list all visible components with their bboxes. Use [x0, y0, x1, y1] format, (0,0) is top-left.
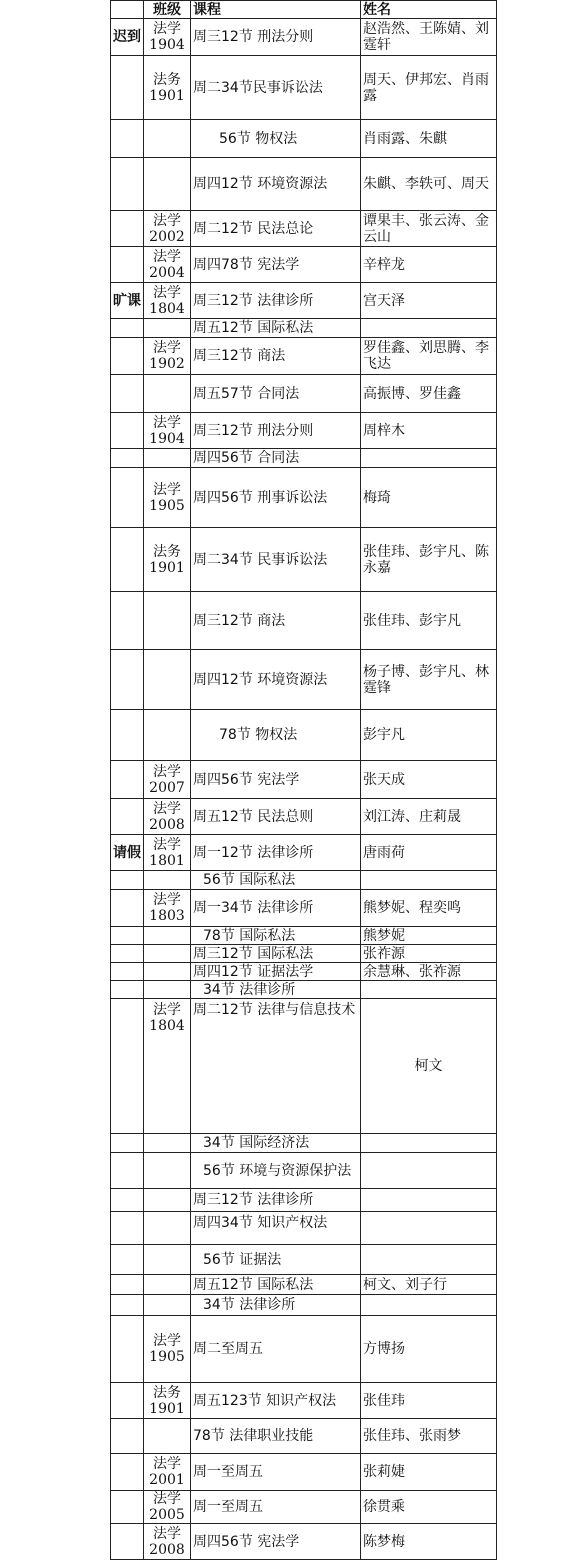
name-cell: 肖雨露、朱麒: [361, 120, 497, 158]
course-cell: 周三12节 刑法分则: [191, 19, 361, 56]
category-cell: [111, 319, 144, 338]
table-row: [111, 1295, 497, 1316]
table-row: [111, 19, 497, 56]
table-row: [111, 120, 497, 158]
class-cell: [144, 1419, 191, 1454]
category-cell: [111, 158, 144, 211]
category-cell: [111, 710, 144, 761]
name-cell: 徐贯乘: [361, 1491, 497, 1524]
name-cell: 张天成: [361, 761, 497, 799]
course-cell: 周五12节 民法总则: [191, 799, 361, 835]
name-cell: 张祚源: [361, 945, 497, 963]
table-row: [111, 799, 497, 835]
category-cell: 旷课: [111, 283, 144, 319]
category-cell: [111, 981, 144, 999]
category-cell: [111, 247, 144, 283]
course-cell: 周四12节 环境资源法: [191, 158, 361, 211]
class-cell: 法学 1801: [144, 835, 191, 871]
table-row: [111, 710, 497, 761]
class-cell: [144, 1275, 191, 1295]
class-cell: 法学 1804: [144, 283, 191, 319]
class-cell: [144, 981, 191, 999]
category-cell: [111, 799, 144, 835]
name-cell: 宫天泽: [361, 283, 497, 319]
name-cell: 唐雨荷: [361, 835, 497, 871]
name-cell: [361, 449, 497, 468]
course-cell: 78节 法律职业技能: [191, 1419, 361, 1454]
table-row: [111, 1134, 497, 1153]
table-row: [111, 338, 497, 375]
table-row: [111, 56, 497, 120]
course-cell: 34节 国际经济法: [191, 1134, 361, 1153]
table-row: [111, 1383, 497, 1419]
class-cell: [144, 1245, 191, 1275]
category-cell: [111, 528, 144, 592]
category-cell: [111, 468, 144, 528]
table-row: [111, 1316, 497, 1383]
name-cell: 张佳玮: [361, 1383, 497, 1419]
course-cell: 周五12节 国际私法: [191, 1275, 361, 1295]
class-cell: 法学 2002: [144, 211, 191, 247]
name-cell: 方博扬: [361, 1316, 497, 1383]
class-cell: [144, 1189, 191, 1212]
category-cell: [111, 761, 144, 799]
course-cell: 34节 法律诊所: [191, 981, 361, 999]
name-cell: 余慧琳、张祚源: [361, 963, 497, 981]
header-course: 课程: [191, 1, 361, 19]
category-cell: [111, 1189, 144, 1212]
header-class: 班级: [144, 1, 191, 19]
class-cell: 法学 1905: [144, 468, 191, 528]
table-row: [111, 761, 497, 799]
class-cell: [144, 592, 191, 650]
name-cell: 彭宇凡: [361, 710, 497, 761]
category-cell: [111, 1153, 144, 1189]
category-cell: [111, 120, 144, 158]
class-cell: 法学 2008: [144, 1524, 191, 1560]
course-cell: 周二12节 法律与信息技术: [191, 999, 361, 1134]
class-cell: [144, 1153, 191, 1189]
category-cell: [111, 927, 144, 945]
course-cell: 周四12节 环境资源法: [191, 650, 361, 710]
class-cell: 法学 2005: [144, 1491, 191, 1524]
name-cell: [361, 1295, 497, 1316]
class-cell: [144, 710, 191, 761]
table-row: [111, 835, 497, 871]
table-row: [111, 528, 497, 592]
course-cell: 34节 法律诊所: [191, 1295, 361, 1316]
table-row: [111, 1524, 497, 1560]
course-cell: 周四56节 宪法学: [191, 1524, 361, 1560]
category-cell: [111, 650, 144, 710]
table-row: [111, 1454, 497, 1491]
course-cell: 56节 物权法: [191, 120, 361, 158]
name-cell: 张佳玮、彭宇凡: [361, 592, 497, 650]
class-cell: [144, 375, 191, 413]
table-row: [111, 592, 497, 650]
name-cell: 谭果丰、张云涛、金云山: [361, 211, 497, 247]
category-cell: [111, 1454, 144, 1491]
name-cell: 罗佳鑫、刘思腾、李飞达: [361, 338, 497, 375]
class-cell: 法学 2008: [144, 799, 191, 835]
course-cell: 周四34节 知识产权法: [191, 1212, 361, 1245]
category-cell: [111, 999, 144, 1134]
course-cell: 周五12节 国际私法: [191, 319, 361, 338]
class-cell: 法学 2007: [144, 761, 191, 799]
table-row: [111, 158, 497, 211]
course-cell: 周二至周五: [191, 1316, 361, 1383]
table-row: [111, 871, 497, 890]
class-cell: [144, 158, 191, 211]
course-cell: 56节 环境与资源保护法: [191, 1153, 361, 1189]
table-row: [111, 890, 497, 927]
table-row: [111, 927, 497, 945]
header-name: 姓名: [361, 1, 497, 19]
class-cell: 法学 1902: [144, 338, 191, 375]
class-cell: [144, 650, 191, 710]
class-cell: 法务 1901: [144, 56, 191, 120]
course-cell: 周四12节 证据法学: [191, 963, 361, 981]
name-cell: 赵浩然、王陈婧、刘霆轩: [361, 19, 497, 56]
course-cell: 周五57节 合同法: [191, 375, 361, 413]
course-cell: 78节 国际私法: [191, 927, 361, 945]
category-cell: [111, 338, 144, 375]
class-cell: 法学 2001: [144, 1454, 191, 1491]
class-cell: [144, 449, 191, 468]
class-cell: [144, 1134, 191, 1153]
course-cell: 周三12节 商法: [191, 338, 361, 375]
category-cell: [111, 375, 144, 413]
name-cell: 高振博、罗佳鑫: [361, 375, 497, 413]
class-cell: 法学 1904: [144, 413, 191, 449]
name-cell: 张佳玮、张雨梦: [361, 1419, 497, 1454]
name-cell: 周天、伊邦宏、肖雨露: [361, 56, 497, 120]
table-row: [111, 999, 497, 1134]
course-cell: 周四78节 宪法学: [191, 247, 361, 283]
category-cell: [111, 1245, 144, 1275]
table-row: [111, 1491, 497, 1524]
header-category-cell: [111, 1, 144, 19]
class-cell: [144, 963, 191, 981]
class-cell: 法学 1804: [144, 999, 191, 1134]
name-cell: 张佳玮、彭宇凡、陈永嘉: [361, 528, 497, 592]
category-cell: [111, 56, 144, 120]
class-cell: 法学 1905: [144, 1316, 191, 1383]
category-cell: 迟到: [111, 19, 144, 56]
name-cell: [361, 1134, 497, 1153]
course-cell: 周三12节 刑法分则: [191, 413, 361, 449]
class-cell: [144, 945, 191, 963]
course-cell: 周二12节 民法总论: [191, 211, 361, 247]
course-cell: 周三12节 国际私法: [191, 945, 361, 963]
category-cell: [111, 1316, 144, 1383]
table-row: [111, 981, 497, 999]
name-cell: 熊梦妮、程奕鸣: [361, 890, 497, 927]
name-cell: 柯文: [361, 999, 497, 1134]
name-cell: 柯文、刘子行: [361, 1275, 497, 1295]
class-cell: 法务 1901: [144, 528, 191, 592]
course-cell: 周四56节 宪法学: [191, 761, 361, 799]
header-row: [111, 1, 497, 19]
category-cell: 请假: [111, 835, 144, 871]
category-cell: [111, 1275, 144, 1295]
name-cell: 熊梦妮: [361, 927, 497, 945]
name-cell: 杨子博、彭宇凡、林霆锋: [361, 650, 497, 710]
table-row: [111, 449, 497, 468]
table-row: [111, 1419, 497, 1454]
table-row: [111, 283, 497, 319]
course-cell: 周四56节 合同法: [191, 449, 361, 468]
class-cell: [144, 927, 191, 945]
category-cell: [111, 592, 144, 650]
course-cell: 56节 国际私法: [191, 871, 361, 890]
class-cell: 法务 1901: [144, 1383, 191, 1419]
name-cell: [361, 871, 497, 890]
class-cell: 法学 1803: [144, 890, 191, 927]
table-row: [111, 211, 497, 247]
course-cell: 56节 证据法: [191, 1245, 361, 1275]
class-cell: [144, 120, 191, 158]
table-row: [111, 413, 497, 449]
name-cell: [361, 1189, 497, 1212]
name-cell: [361, 1153, 497, 1189]
category-cell: [111, 1491, 144, 1524]
table-row: [111, 468, 497, 528]
category-cell: [111, 963, 144, 981]
table-row: [111, 650, 497, 710]
name-cell: 辛梓龙: [361, 247, 497, 283]
category-cell: [111, 871, 144, 890]
course-cell: 周二34节民事诉讼法: [191, 56, 361, 120]
table-row: [111, 375, 497, 413]
table-row: [111, 247, 497, 283]
course-cell: 周一至周五: [191, 1491, 361, 1524]
name-cell: 梅琦: [361, 468, 497, 528]
attendance-table: [110, 0, 497, 1560]
category-cell: [111, 1383, 144, 1419]
course-cell: 周一34节 法律诊所: [191, 890, 361, 927]
name-cell: [361, 319, 497, 338]
course-cell: 周三12节 商法: [191, 592, 361, 650]
course-cell: 周四56节 刑事诉讼法: [191, 468, 361, 528]
category-cell: [111, 211, 144, 247]
category-cell: [111, 1524, 144, 1560]
name-cell: [361, 1212, 497, 1245]
table-row: [111, 945, 497, 963]
course-cell: 78节 物权法: [191, 710, 361, 761]
course-cell: 周三12节 法律诊所: [191, 283, 361, 319]
category-cell: [111, 1295, 144, 1316]
table-row: [111, 1245, 497, 1275]
name-cell: [361, 1245, 497, 1275]
class-cell: [144, 1295, 191, 1316]
name-cell: 朱麒、李轶可、周天: [361, 158, 497, 211]
category-cell: [111, 413, 144, 449]
class-cell: 法学 1904: [144, 19, 191, 56]
category-cell: [111, 1212, 144, 1245]
category-cell: [111, 1419, 144, 1454]
course-cell: 周三12节 法律诊所: [191, 1189, 361, 1212]
class-cell: [144, 871, 191, 890]
table-row: [111, 1189, 497, 1212]
table-row: [111, 319, 497, 338]
name-cell: 陈梦梅: [361, 1524, 497, 1560]
name-cell: [361, 981, 497, 999]
class-cell: 法学 2004: [144, 247, 191, 283]
class-cell: [144, 319, 191, 338]
table-row: [111, 1212, 497, 1245]
category-cell: [111, 1134, 144, 1153]
table-row: [111, 1275, 497, 1295]
course-cell: 周五123节 知识产权法: [191, 1383, 361, 1419]
table-body: [111, 19, 497, 1560]
name-cell: 刘江涛、庄莉晟: [361, 799, 497, 835]
name-cell: 张莉婕: [361, 1454, 497, 1491]
category-cell: [111, 890, 144, 927]
category-cell: [111, 449, 144, 468]
table-row: [111, 1153, 497, 1189]
course-cell: 周一12节 法律诊所: [191, 835, 361, 871]
class-cell: [144, 1212, 191, 1245]
course-cell: 周一至周五: [191, 1454, 361, 1491]
category-cell: [111, 945, 144, 963]
course-cell: 周二34节 民事诉讼法: [191, 528, 361, 592]
table-row: [111, 963, 497, 981]
name-cell: 周梓木: [361, 413, 497, 449]
